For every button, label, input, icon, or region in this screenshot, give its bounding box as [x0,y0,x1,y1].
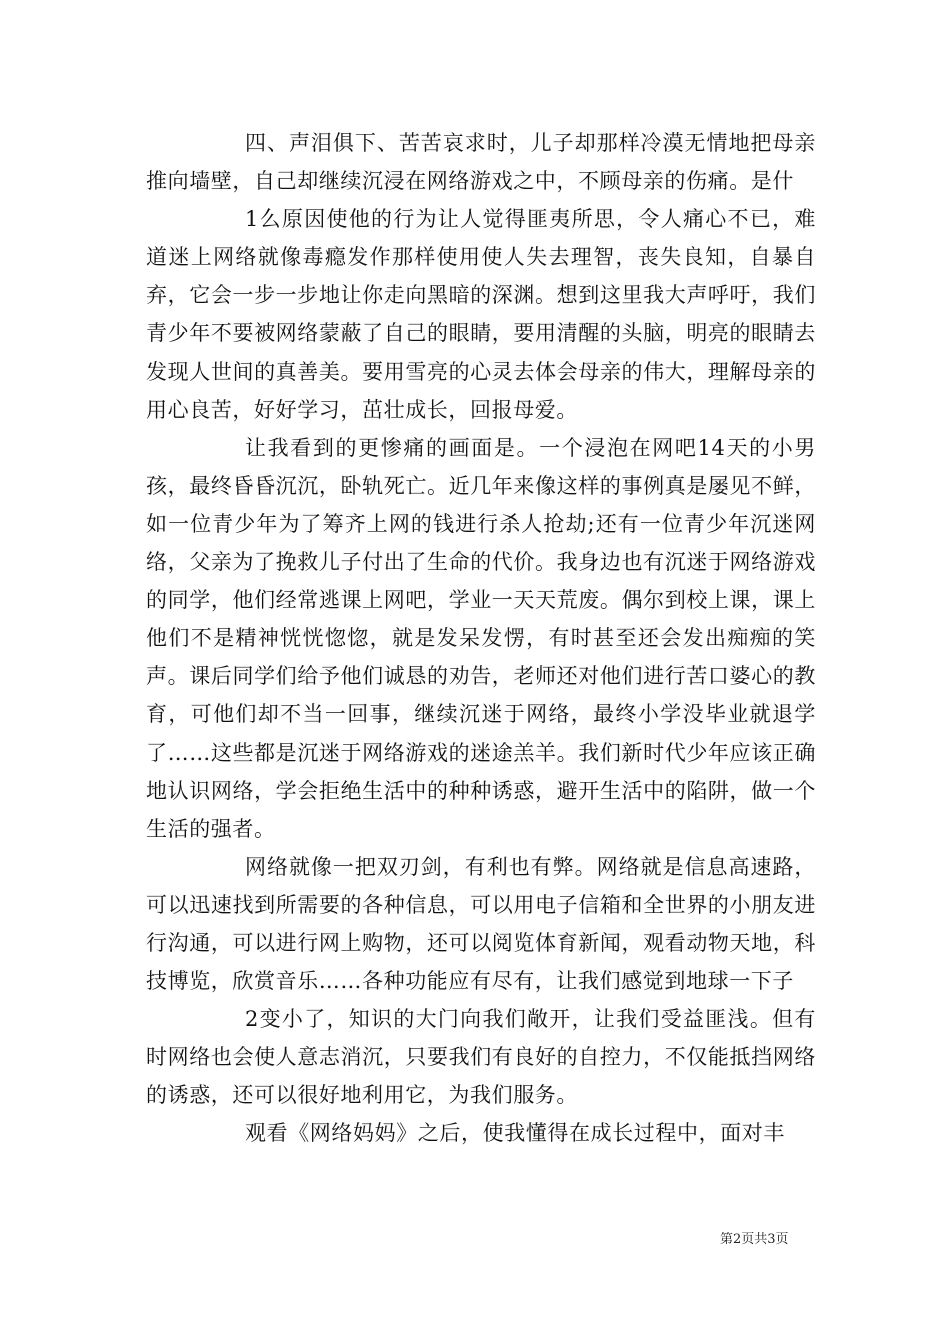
paragraph-3: 让我看到的更惨痛的画面是。一个浸泡在网吧14天的小男孩，最终昏昏沉沉，卧轨死亡。近几年来像这样的事例真是屡见不鲜，如一位青少年为了筹齐上网的钱进行杀人抢劫;还有一位青少年沉迷网络，父亲为了挽救儿子付出了生命的代价。我身边也有沉迷于网络游戏的同学，他们经常逃课上网吧，学业一天天荒废。偶尔到校上课，课上他们不是精神恍恍惚惚，就是发呆发愣，有时甚至还会发出痴痴的笑声。课后同学们给予他们诚恳的劝告，老师还对他们进行苦口婆心的教育，可他们却不当一回事，继续沉迷于网络，最终小学没毕业就退学了……这些都是沉迷于网络游戏的迷途羔羊。我们新时代少年应该正确地认识网络，学会拒绝生活中的种种诱惑，避开生活中的陷阱，做一个生活的强者。 [146,435,816,841]
paragraph-2: 1么原因使他的行为让人觉得匪夷所思，令人痛心不已，难道迷上网络就像毒瘾发作那样使用使人失去理智，丧失良知，自暴自弃，它会一步一步地让你走向黑暗的深渊。想到这里我大声呼吁，我们青少年不要被网络蒙蔽了自己的眼睛，要用清醒的头脑，明亮的眼睛去发现人世间的真善美。要用雪亮的心灵去体会母亲的伟大，理解母亲的用心良苦，好好学习，茁壮成长，回报母爱。 [146,207,816,422]
paragraph-1: 四、声泪俱下、苦苦哀求时，儿子却那样冷漠无情地把母亲推向墙壁，自己却继续沉浸在网络游戏之中，不顾母亲的伤痛。是什 [146,131,816,194]
paragraph-5: 2变小了，知识的大门向我们敞开，让我们受益匪浅。但有时网络也会使人意志消沉，只要我们有良好的自控力，不仅能抵挡网络的诱惑，还可以很好地利用它，为我们服务。 [146,1007,816,1108]
paragraph-6: 观看《网络妈妈》之后，使我懂得在成长过程中，面对丰 [245,1121,785,1146]
paragraph-4: 网络就像一把双刃剑，有利也有弊。网络就是信息高速路，可以迅速找到所需要的各种信息，可以用电子信箱和全世界的小朋友进行沟通，可以进行网上购物，还可以阅览体育新闻，观看动物天地，科技博览，欣赏音乐……各种功能应有尽有，让我们感觉到地球一下子 [146,854,816,994]
body-text [146,124,816,1153]
page-number-footer: 第2页共3页 [720,1232,789,1247]
